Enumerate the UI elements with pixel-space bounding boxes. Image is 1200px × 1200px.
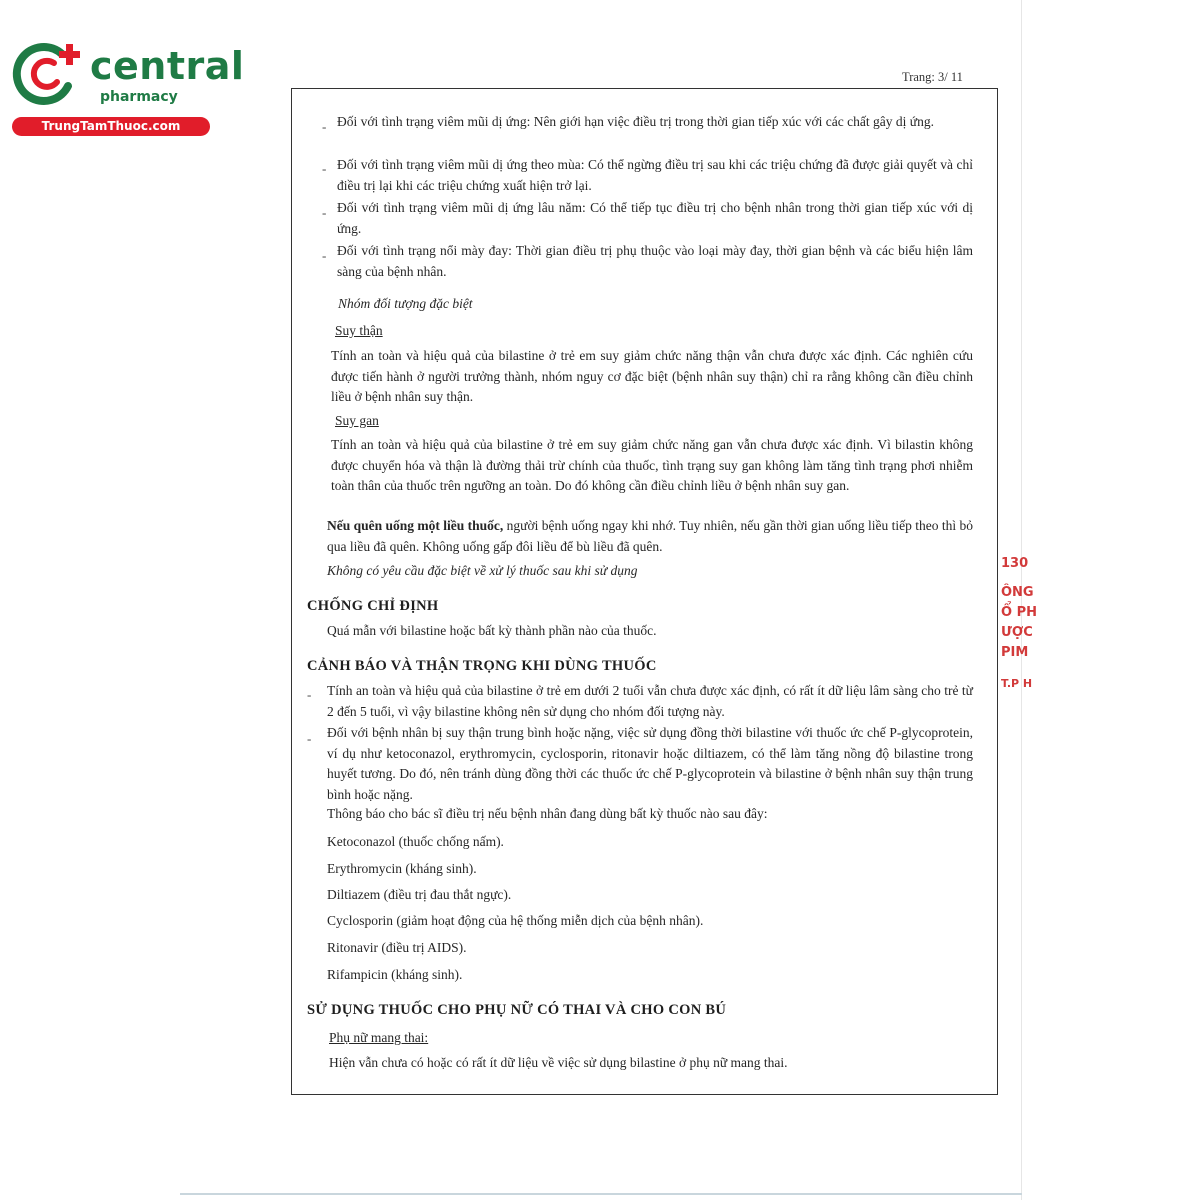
official-stamp <box>1001 548 1037 708</box>
dosing-note-3: Đối với tình trạng viêm mũi dị ứng lâu năm: Có thể tiếp tục điều trị cho bệnh nhân trong thời gian tiếp xúc với dị ứng. <box>337 200 973 236</box>
missed-dose-text <box>327 516 973 557</box>
bullet-dash: - <box>307 687 312 702</box>
drug-item: Ketoconazol (thuốc chống nấm). <box>327 834 504 849</box>
pregnancy-subheading: Phụ nữ mang thai: <box>329 1030 429 1045</box>
stamp-text: ƯỢC <box>1001 625 1033 640</box>
bullet-dash: - <box>322 205 327 220</box>
stamp-text: PIM <box>1001 645 1029 660</box>
hepatic-text: Tính an toàn và hiệu quả của bilastine ở trẻ em suy giảm chức năng gan vẫn chưa được xác định. Vì bilastin không được chuyển hóa và thận là đường thải trừ chính của thuốc, tình trạng suy gan không làm tăng tình trạng phơi nhiễm toàn thân của thuốc trên ngưỡng an toàn. Do đó không cần điều chỉnh liều ở bệnh nhân suy gan. <box>331 437 973 493</box>
drug-item: Cyclosporin (giảm hoạt động của hệ thống miễn dịch của bệnh nhân). <box>327 913 704 928</box>
brand-subtitle: pharmacy <box>100 89 178 105</box>
disposal-note: Không có yêu cầu đặc biệt về xử lý thuốc sau khi sử dụng <box>327 563 638 578</box>
drug-item: Ritonavir (điều trị AIDS). <box>327 940 467 955</box>
stamp-text: ÔNG <box>1001 585 1034 600</box>
central-pharmacy-logo[interactable] <box>10 38 245 138</box>
special-groups-title: Nhóm đối tượng đặc biệt <box>338 296 473 311</box>
missed-dose-lead: Nếu quên uống một liều thuốc, <box>327 518 504 533</box>
bullet-dash: - <box>322 248 327 263</box>
stamp-text: Ổ PH <box>1001 605 1037 620</box>
renal-text: Tính an toàn và hiệu quả của bilastine ở trẻ em suy giảm chức năng thận vẫn chưa được xác định. Các nghiên cứu được tiến hành ở người trưởng thành, nhóm nguy cơ đặc biệt (bệnh nhân suy thận) chỉ ra rằng không cần điều chỉnh liều ở bệnh nhân suy thận. <box>331 348 973 404</box>
hepatic-subheading: Suy gan <box>335 413 379 428</box>
dosing-note-1: Đối với tình trạng viêm mũi dị ứng: Nên giới hạn việc điều trị trong thời gian tiếp xúc với các chất gây dị ứng. <box>337 114 934 129</box>
bullet-dash: - <box>307 731 312 746</box>
drug-item: Rifampicin (kháng sinh). <box>327 967 463 982</box>
contraindications-text: Quá mẫn với bilastine hoặc bất kỳ thành phần nào của thuốc. <box>327 623 657 638</box>
warning-item-2: Đối với bệnh nhân bị suy thận trung bình hoặc nặng, việc sử dụng đồng thời bilastine với thuốc ức chế P-glycoprotein, ví dụ như ketoconazol, erythromycin, cyclosporin, ritonavir hoặc diltiazem, có thể làm tăng nồng độ bilastine trong huyết tương. Do đó, nên tránh dùng đồng thời các thuốc ức chế P-glycoprotein và bilastine ở bệnh nhân suy thận trung bình hoặc nặng. <box>327 725 973 802</box>
pregnancy-text: Hiện vẫn chưa có hoặc có rất ít dữ liệu về việc sử dụng bilastine ở phụ nữ mang thai. <box>329 1055 788 1070</box>
pharmacy-cross-icon <box>10 38 88 108</box>
bullet-dash: - <box>322 161 327 176</box>
notify-doctor-text: Thông báo cho bác sĩ điều trị nếu bệnh nhân đang dùng bất kỳ thuốc nào sau đây: <box>327 806 768 821</box>
stamp-text: 130 <box>1001 556 1029 571</box>
warning-item-1: Tính an toàn và hiệu quả của bilastine ở trẻ em dưới 2 tuổi vẫn chưa được xác định, có rất ít dữ liệu lâm sàng cho trẻ từ 2 đến 5 tuổi, vì vậy bilastine không nên sử dụng cho nhóm đối tượng này. <box>327 683 973 719</box>
brand-url[interactable]: TrungTamThuoc.com <box>12 117 210 136</box>
pregnancy-heading: SỬ DỤNG THUỐC CHO PHỤ NỮ CÓ THAI VÀ CHO CON BÚ <box>307 1002 727 1018</box>
bullet-dash: - <box>322 119 327 134</box>
contraindications-heading: CHỐNG CHỈ ĐỊNH <box>307 598 439 614</box>
page-number: Trang: 3/ 11 <box>902 70 963 84</box>
warnings-heading: CẢNH BÁO VÀ THẬN TRỌNG KHI DÙNG THUỐC <box>307 658 657 674</box>
dosing-note-2: Đối với tình trạng viêm mũi dị ứng theo mùa: Có thể ngừng điều trị sau khi các triệu chứng đã được giải quyết và chỉ điều trị lại khi các triệu chứng xuất hiện trở lại. <box>337 157 973 193</box>
drug-item: Diltiazem (điều trị đau thắt ngực). <box>327 887 512 902</box>
renal-subheading: Suy thận <box>335 323 383 338</box>
brand-name: central <box>90 44 245 88</box>
page-bottom-edge <box>180 1193 1022 1195</box>
missed-dose-body: người bệnh uống ngay khi nhớ. Tuy nhiên, nếu gần thời gian uống liều tiếp theo thì bỏ qua liều đã quên. Không uống gấp đôi liều để bù liều đã quên. <box>327 518 973 554</box>
drug-item: Erythromycin (kháng sinh). <box>327 861 477 876</box>
dosing-note-4: Đối với tình trạng nổi mày đay: Thời gian điều trị phụ thuộc vào loại mày đay, thời gian bệnh và các biểu hiện lâm sàng của bệnh nhân. <box>337 243 973 279</box>
stamp-text: T.P H <box>1001 677 1033 690</box>
